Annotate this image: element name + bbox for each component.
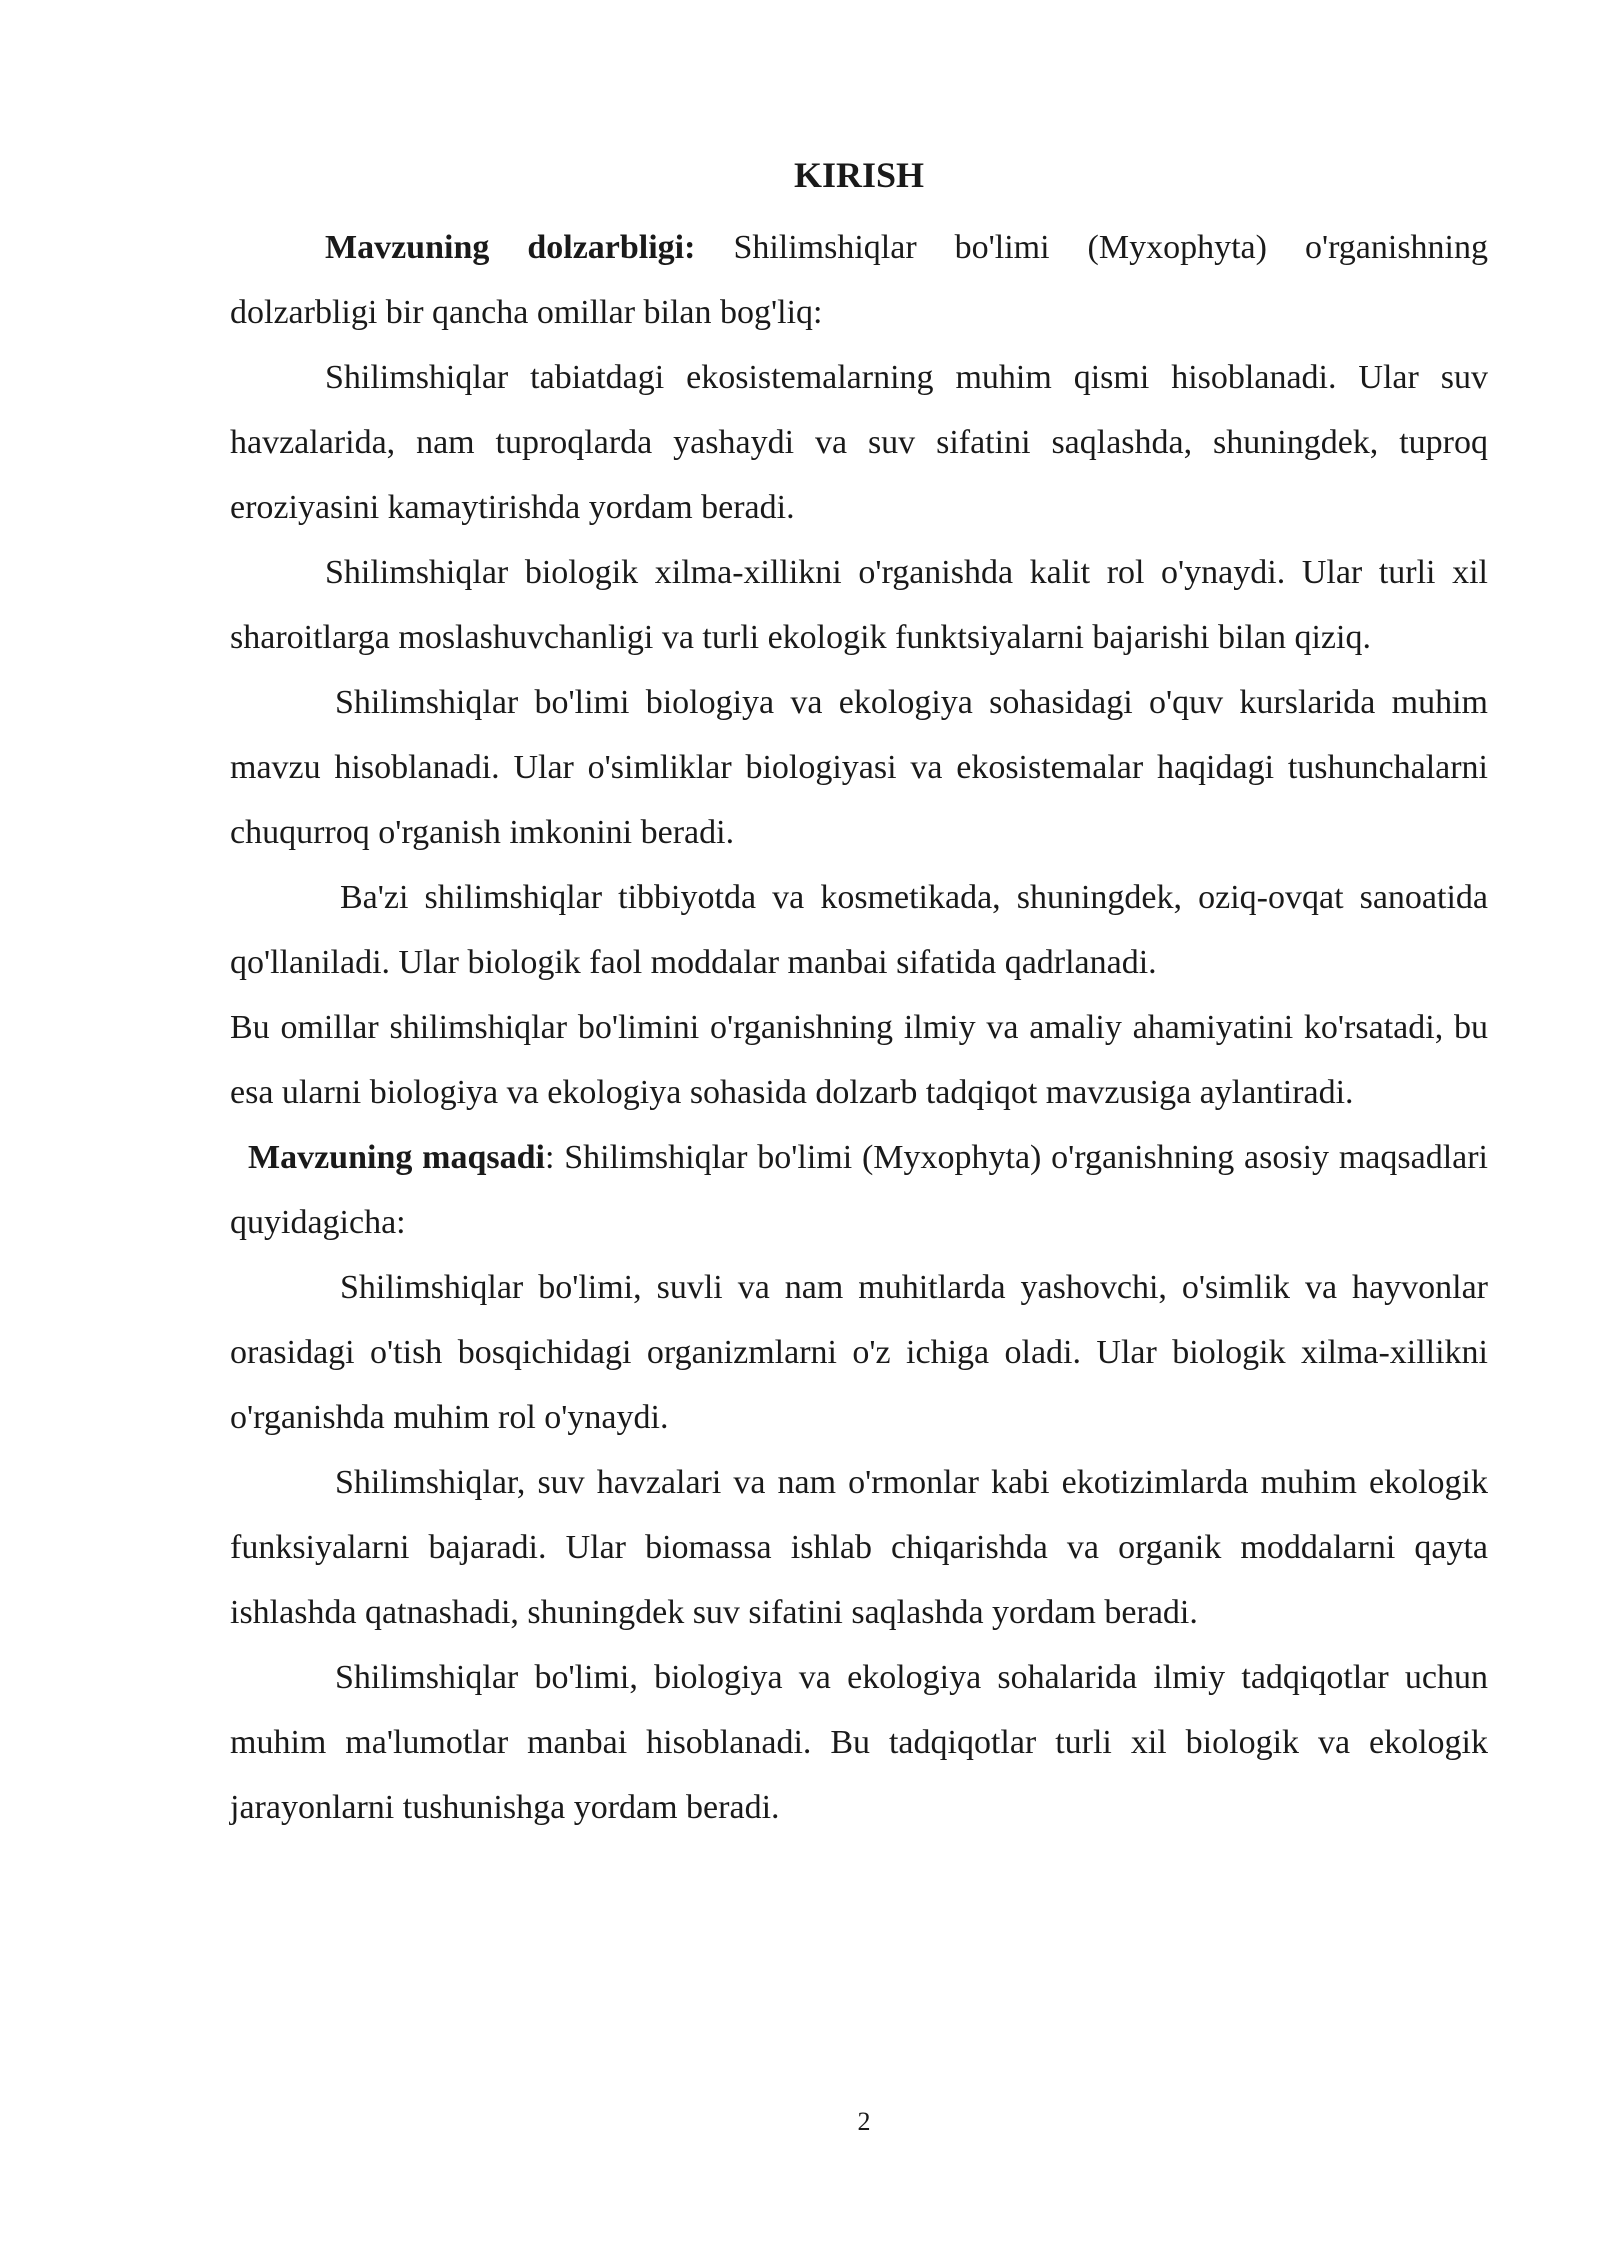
paragraph-applications: Ba'zi shilimshiqlar tibbiyotda va kosmetikada, shuningdek, oziq-ovqat sanoatida qo'llaniladi. Ular biologik faol moddalar manbai sifatida qadrlanadi.: [230, 879, 1488, 981]
paragraph-ecological-functions: Shilimshiqlar, suv havzalari va nam o'rmonlar kabi ekotizimlarda muhim ekologik funksiyalarni bajaradi. Ular biomassa ishlab chiqarishda va organik moddalarni qayta ishlashda qatnashadi, shuningdek suv sifatini saqlashda yordam beradi.: [230, 1464, 1488, 1631]
paragraph-organisms: Shilimshiqlar bo'limi, suvli va nam muhitlarda yashovchi, o'simlik va hayvonlar orasidagi o'tish bosqichidagi organizmlarni o'z ichiga oladi. Ular biologik xilma-xillikni o'rganishda muhim rol o'ynaydi.: [230, 1269, 1488, 1436]
paragraph-lead-goal: Mavzuning maqsadi: [248, 1139, 545, 1176]
paragraph-ecosystems: Shilimshiqlar tabiatdagi ekosistemalarning muhim qismi hisoblanadi. Ular suv havzalarida, nam tuproqlarda yashaydi va suv sifatini saqlashda, shuningdek, tuproq eroziyasini kamaytirishda yordam beradi.: [230, 359, 1488, 526]
page-number: 2: [857, 2107, 871, 2136]
paragraph-biodiversity: Shilimshiqlar biologik xilma-xillikni o'rganishda kalit rol o'ynaydi. Ular turli xil sharoitlarga moslashuvchanligi va turli ekologik funktsiyalarni bajarishi bilan qiziq.: [230, 554, 1488, 656]
paragraph-research: Shilimshiqlar bo'limi, biologiya va ekologiya sohalarida ilmiy tadqiqotlar uchun muhim ma'lumotlar manbai hisoblanadi. Bu tadqiqotlar turli xil biologik va ekologik jarayonlarni tushunishga yordam beradi.: [230, 1659, 1488, 1826]
document-page: [230, 150, 1488, 1840]
paragraph-goal-intro: [230, 1125, 1488, 1255]
paragraph-education: Shilimshiqlar bo'limi biologiya va ekologiya sohasidagi o'quv kurslarida muhim mavzu hisoblanadi. Ular o'simliklar biologiyasi va ekosistemalar haqidagi tushunchalarni chuqurroq o'rganish imkonini beradi.: [230, 684, 1488, 851]
paragraph-text: : Shilimshiqlar bo'limi (Myxophyta) o'rganishning asosiy maqsadlari quyidagicha:: [230, 1139, 1488, 1241]
paragraph-significance: Bu omillar shilimshiqlar bo'limini o'rganishning ilmiy va amaliy ahamiyatini ko'rsatadi, bu esa ularni biologiya va ekologiya sohasida dolzarb tadqiqot mavzusiga aylantiradi.: [230, 1009, 1488, 1111]
paragraph-text: Shilimshiqlar bo'limi (Myxophyta) o'rganishning dolzarbligi bir qancha omillar bilan bog'liq:: [230, 229, 1488, 331]
document-title: KIRISH: [793, 155, 925, 195]
paragraph-relevance-intro: [230, 215, 1488, 345]
paragraph-lead-relevance: Mavzuning dolzarbligi:: [325, 229, 696, 266]
